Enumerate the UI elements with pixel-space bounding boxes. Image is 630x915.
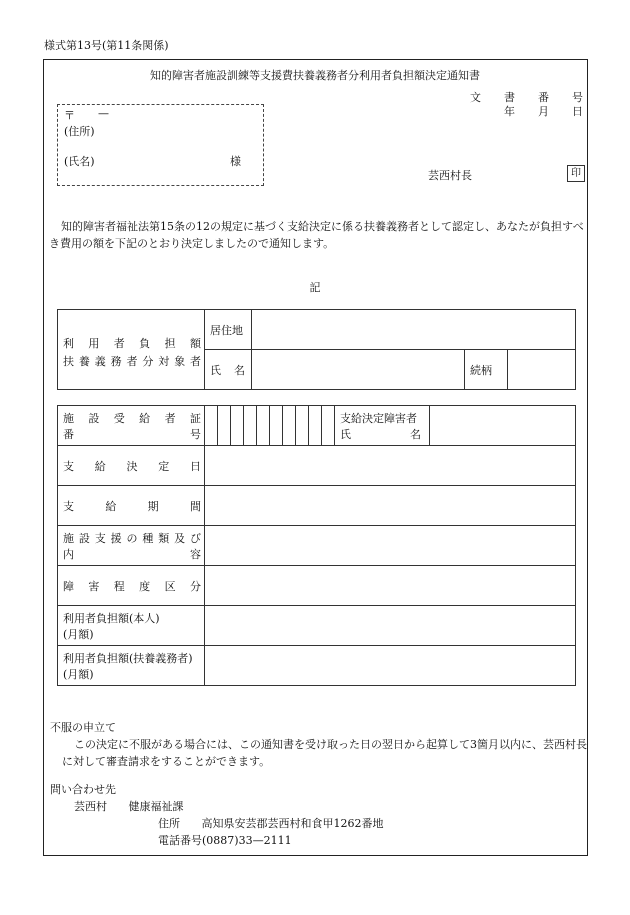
- label-char: 決: [126, 459, 138, 473]
- header-char: 負: [139, 336, 151, 350]
- header-char: 利: [63, 336, 74, 350]
- cert-digit-cell: [257, 406, 270, 446]
- label-char: 証: [189, 411, 201, 425]
- notice-body-text: 知的障害者福祉法第15条の12の規定に基づく支給決定に係る扶養義務者として認定し、あなたが負担すべき費用の額を下記のとおり決定しましたので通知します。: [49, 220, 584, 250]
- label-char: 受: [113, 411, 125, 425]
- user-burden-self-label: 利用者負担額(本人): [63, 611, 160, 625]
- label-char: 定: [158, 459, 170, 473]
- dependent-table: [57, 309, 576, 390]
- contact-address: 高知県安芸郡芸西村和食甲1262番地: [201, 817, 384, 830]
- label-char: 日: [190, 459, 201, 473]
- label-char: の: [126, 531, 138, 545]
- label-char: 害: [88, 579, 100, 593]
- header-char: 額: [189, 336, 201, 350]
- label-char: 号: [190, 427, 201, 441]
- label-char: 支: [63, 499, 74, 513]
- cert-digit-cell: [231, 406, 244, 446]
- document-number-block: [470, 89, 582, 117]
- header-char: 義: [94, 354, 106, 368]
- support-type-label-cell: [58, 526, 205, 566]
- label-char: 間: [189, 499, 201, 513]
- residence-label-cell: [205, 310, 252, 350]
- contact-department: 健康福祉課: [128, 800, 184, 813]
- header-char: 者: [190, 354, 201, 368]
- name-label: (氏名): [64, 155, 95, 168]
- monthly-label: (月額): [63, 667, 94, 681]
- honorific: 様: [230, 155, 241, 168]
- name-char: 名: [234, 363, 245, 377]
- date-char: 年: [504, 105, 515, 118]
- label-char: 及: [174, 531, 186, 545]
- label-char: 名: [410, 427, 421, 441]
- cert-digit-cell: [244, 406, 257, 446]
- user-burden-dependent-label-cell: [58, 646, 205, 686]
- date-char: 月: [538, 105, 549, 118]
- date-row: [470, 103, 582, 117]
- label-char: 施: [63, 531, 74, 545]
- address-label: (住所): [64, 125, 95, 138]
- label-char: 種: [142, 531, 154, 545]
- header-char: 象: [174, 354, 186, 368]
- dependent-header-cell: [58, 310, 205, 390]
- label-char: 程: [113, 579, 125, 593]
- document-number-row: [470, 89, 582, 103]
- doc-char: 文: [470, 91, 481, 104]
- name-char: 氏: [210, 363, 221, 377]
- label-char: 区: [164, 579, 176, 593]
- benefit-table: [57, 405, 576, 686]
- label-char: 支: [63, 459, 74, 473]
- doc-char: 号: [572, 91, 583, 104]
- label-char: 給: [139, 411, 151, 425]
- contact-phone: 電話番号(0887)33—2111: [158, 834, 292, 847]
- relation-label: 続柄: [470, 363, 492, 377]
- recipient-name-label-cell: [335, 406, 430, 446]
- label-char: 類: [158, 531, 170, 545]
- label-char: 容: [190, 547, 201, 561]
- contact-address-label: 住所: [158, 817, 180, 830]
- relation-label-cell: [465, 350, 508, 390]
- issuer-name: 芸西村長: [428, 169, 472, 182]
- certificate-number-label-cell: [58, 406, 205, 446]
- header-char: 用: [88, 336, 100, 350]
- contact-village: 芸西村: [74, 800, 107, 813]
- label-char: 番: [63, 427, 74, 441]
- label-char: 者: [164, 411, 176, 425]
- label-char: 給: [94, 459, 106, 473]
- header-char: 者: [126, 354, 138, 368]
- cert-digit-cell: [296, 406, 309, 446]
- label-char: 設: [88, 411, 100, 425]
- appeal-text: この決定に不服がある場合には、この通知書を受け取った日の翌日から起算して3箇月以内に、芸西村長に対して審査請求をすることができます。: [62, 738, 587, 768]
- disability-level-label-cell: [58, 566, 205, 606]
- header-char: 者: [113, 336, 125, 350]
- monthly-label: (月額): [63, 627, 94, 641]
- user-burden-dependent-value-cell: [205, 646, 576, 686]
- appeal-heading: 不服の申立て: [50, 721, 116, 734]
- label-char: 度: [139, 579, 151, 593]
- cert-digit-cell: [270, 406, 283, 446]
- cert-digit-cell: [218, 406, 231, 446]
- header-char: 扶: [63, 354, 74, 368]
- dependent-name-value-cell: [252, 350, 465, 390]
- recipient-address-box: [57, 104, 264, 186]
- seal-mark: 印: [567, 165, 585, 182]
- cert-digit-cell: [309, 406, 322, 446]
- label-char: 期: [147, 499, 159, 513]
- decision-date-label-cell: [58, 446, 205, 486]
- postal-mark: 〒: [64, 109, 75, 122]
- label-char: 氏: [340, 427, 351, 441]
- recipient-label-line1: 支給決定障害者: [340, 411, 417, 425]
- user-burden-dependent-label: 利用者負担額(扶養義務者): [63, 651, 193, 665]
- benefit-period-value-cell: [205, 486, 576, 526]
- doc-char: 番: [538, 91, 549, 104]
- label-char: 援: [110, 531, 122, 545]
- label-char: 障: [63, 579, 74, 593]
- header-char: 養: [78, 354, 90, 368]
- recipient-name-value-cell: [430, 406, 576, 446]
- cert-digit-cell: [322, 406, 335, 446]
- decision-date-value-cell: [205, 446, 576, 486]
- label-char: び: [190, 531, 201, 545]
- label-char: 内: [63, 547, 74, 561]
- header-char: 分: [142, 354, 154, 368]
- doc-char: 書: [504, 91, 515, 104]
- date-char: 日: [572, 105, 583, 118]
- label-char: 分: [189, 579, 201, 593]
- header-char: 務: [110, 354, 122, 368]
- residence-value-cell: [252, 310, 576, 350]
- label-char: 給: [105, 499, 117, 513]
- form-number-label: 様式第13号(第11条関係): [44, 39, 169, 52]
- relation-value-cell: [508, 350, 576, 390]
- ki-heading: 記: [309, 281, 321, 294]
- label-char: 設: [78, 531, 90, 545]
- dependent-name-label-cell: [205, 350, 252, 390]
- contact-heading: 問い合わせ先: [50, 783, 116, 796]
- label-char: 施: [63, 411, 74, 425]
- cert-digit-cell: [283, 406, 296, 446]
- document-title: 知的障害者施設訓練等支援費扶養義務者分利用者負担額決定通知書: [150, 69, 480, 82]
- header-char: 担: [164, 336, 176, 350]
- disability-level-value-cell: [205, 566, 576, 606]
- postal-dash: —: [98, 107, 109, 120]
- support-type-value-cell: [205, 526, 576, 566]
- cert-digit-cell: [205, 406, 218, 446]
- header-char: 対: [158, 354, 170, 368]
- user-burden-self-label-cell: [58, 606, 205, 646]
- benefit-period-label-cell: [58, 486, 205, 526]
- contact-section: [50, 781, 590, 849]
- residence-label: 居住地: [210, 323, 243, 337]
- appeal-section: [50, 719, 590, 770]
- label-char: 支: [94, 531, 106, 545]
- user-burden-self-value-cell: [205, 606, 576, 646]
